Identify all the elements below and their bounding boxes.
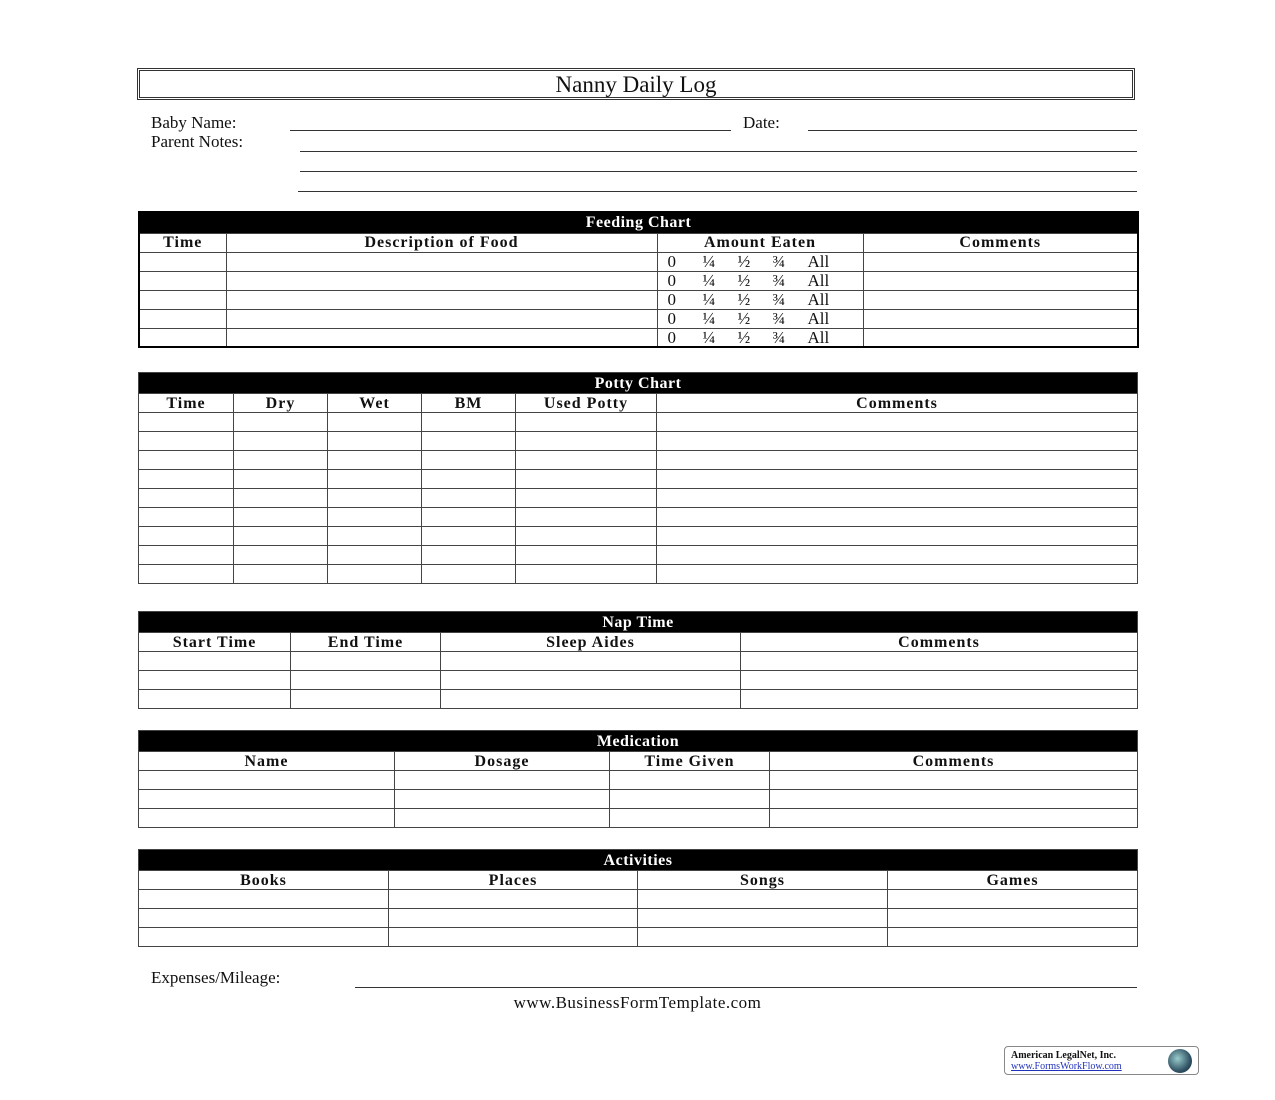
table-cell[interactable] bbox=[226, 290, 657, 309]
amount-eaten-cell[interactable] bbox=[657, 271, 863, 290]
table-cell[interactable] bbox=[234, 565, 328, 584]
table-row bbox=[139, 928, 1138, 947]
table-cell[interactable] bbox=[291, 652, 441, 671]
table-cell[interactable] bbox=[139, 508, 234, 527]
column-header: Books bbox=[139, 871, 389, 890]
column-header: Dosage bbox=[395, 752, 610, 771]
table-row bbox=[139, 652, 1138, 671]
table-cell[interactable] bbox=[441, 690, 741, 709]
table-cell[interactable] bbox=[888, 890, 1138, 909]
table-cell[interactable] bbox=[657, 565, 1138, 584]
table-cell[interactable] bbox=[328, 489, 422, 508]
column-header: Dry bbox=[234, 394, 328, 413]
table-cell[interactable] bbox=[888, 909, 1138, 928]
table-row bbox=[139, 565, 1138, 584]
amount-option[interactable]: All bbox=[807, 252, 830, 271]
table-row bbox=[139, 890, 1138, 909]
column-header: Wet bbox=[328, 394, 422, 413]
table-cell[interactable] bbox=[516, 565, 657, 584]
logo-url[interactable]: www.FormsWorkFlow.com bbox=[1011, 1061, 1122, 1072]
table-cell[interactable] bbox=[389, 890, 638, 909]
table-cell[interactable] bbox=[226, 309, 657, 328]
table-row bbox=[139, 252, 1138, 271]
table-cell[interactable] bbox=[610, 771, 770, 790]
table-cell[interactable] bbox=[139, 690, 291, 709]
date-label: Date: bbox=[743, 113, 780, 132]
amount-eaten-cell[interactable] bbox=[657, 252, 863, 271]
table-cell[interactable] bbox=[234, 546, 328, 565]
table-cell[interactable] bbox=[863, 290, 1138, 309]
table-cell[interactable] bbox=[139, 771, 395, 790]
table-row bbox=[139, 527, 1138, 546]
table-cell[interactable] bbox=[516, 489, 657, 508]
table-cell[interactable] bbox=[139, 809, 395, 828]
table-cell[interactable] bbox=[139, 309, 226, 328]
amount-option[interactable]: ½ bbox=[737, 252, 751, 271]
medication-table bbox=[138, 730, 1138, 828]
table-cell[interactable] bbox=[516, 451, 657, 470]
amount-eaten-cell[interactable] bbox=[657, 309, 863, 328]
table-cell[interactable] bbox=[234, 527, 328, 546]
baby-name-field[interactable] bbox=[290, 130, 731, 131]
table-cell[interactable] bbox=[234, 489, 328, 508]
table-cell[interactable] bbox=[741, 652, 1138, 671]
table-cell[interactable] bbox=[389, 909, 638, 928]
amount-option[interactable]: ¾ bbox=[772, 309, 786, 328]
amount-option[interactable]: All bbox=[807, 309, 830, 328]
table-cell[interactable] bbox=[516, 432, 657, 451]
medication-title: Medication bbox=[139, 731, 1138, 752]
amount-option[interactable]: All bbox=[807, 271, 830, 290]
table-cell[interactable] bbox=[139, 790, 395, 809]
expenses-field[interactable] bbox=[355, 987, 1137, 988]
column-header: Comments bbox=[770, 752, 1138, 771]
amount-option[interactable]: ½ bbox=[737, 271, 751, 290]
table-cell[interactable] bbox=[328, 508, 422, 527]
table-cell[interactable] bbox=[226, 328, 657, 347]
amount-option[interactable]: All bbox=[807, 327, 830, 347]
footer-url: www.BusinessFormTemplate.com bbox=[513, 993, 762, 1012]
table-cell[interactable] bbox=[770, 771, 1138, 790]
table-cell[interactable] bbox=[328, 546, 422, 565]
amount-option[interactable]: ¼ bbox=[702, 271, 716, 290]
column-header: Time bbox=[139, 394, 234, 413]
table-cell[interactable] bbox=[610, 809, 770, 828]
column-header: Songs bbox=[638, 871, 888, 890]
table-cell[interactable] bbox=[863, 328, 1138, 347]
table-row bbox=[139, 809, 1138, 828]
amount-eaten-cell[interactable] bbox=[657, 290, 863, 309]
amount-eaten-cell[interactable] bbox=[657, 328, 863, 347]
table-cell[interactable] bbox=[139, 890, 389, 909]
publisher-logo[interactable] bbox=[1004, 1046, 1199, 1075]
amount-option[interactable]: ½ bbox=[737, 290, 751, 309]
table-row bbox=[139, 508, 1138, 527]
column-header: Description of Food bbox=[226, 233, 657, 252]
logo-name: American LegalNet, Inc. bbox=[1011, 1050, 1116, 1061]
column-header: Comments bbox=[657, 394, 1138, 413]
table-cell[interactable] bbox=[389, 928, 638, 947]
table-cell[interactable] bbox=[139, 928, 389, 947]
amount-option[interactable]: ¼ bbox=[702, 309, 716, 328]
table-cell[interactable] bbox=[291, 671, 441, 690]
parent-notes-line-3[interactable] bbox=[298, 191, 1137, 192]
table-cell[interactable] bbox=[139, 413, 234, 432]
nap-title: Nap Time bbox=[139, 612, 1138, 633]
table-row bbox=[139, 470, 1138, 489]
table-cell[interactable] bbox=[139, 470, 234, 489]
table-row bbox=[139, 909, 1138, 928]
table-cell[interactable] bbox=[657, 470, 1138, 489]
column-header: Used Potty bbox=[516, 394, 657, 413]
table-cell[interactable] bbox=[770, 790, 1138, 809]
table-cell[interactable] bbox=[328, 432, 422, 451]
table-row bbox=[139, 290, 1138, 309]
table-cell[interactable] bbox=[395, 790, 610, 809]
amount-option[interactable]: 0 bbox=[667, 252, 676, 271]
table-cell[interactable] bbox=[139, 489, 234, 508]
table-row bbox=[139, 489, 1138, 508]
page-title: Nanny Daily Log bbox=[137, 68, 1135, 100]
table-row bbox=[139, 790, 1138, 809]
table-cell[interactable] bbox=[638, 909, 888, 928]
table-cell[interactable] bbox=[657, 432, 1138, 451]
amount-option[interactable]: 0 bbox=[667, 271, 676, 290]
table-cell[interactable] bbox=[234, 451, 328, 470]
table-cell[interactable] bbox=[328, 527, 422, 546]
table-row bbox=[139, 328, 1138, 347]
parent-notes-line-2[interactable] bbox=[300, 171, 1137, 172]
nap-table bbox=[138, 611, 1138, 709]
table-cell[interactable] bbox=[610, 790, 770, 809]
table-cell[interactable] bbox=[638, 890, 888, 909]
table-cell[interactable] bbox=[422, 413, 516, 432]
table-cell[interactable] bbox=[516, 527, 657, 546]
potty-table bbox=[138, 372, 1138, 584]
table-cell[interactable] bbox=[441, 652, 741, 671]
table-cell[interactable] bbox=[139, 546, 234, 565]
amount-option[interactable]: ¼ bbox=[702, 290, 716, 309]
amount-option[interactable]: ½ bbox=[737, 309, 751, 328]
table-cell[interactable] bbox=[657, 546, 1138, 565]
amount-option[interactable]: All bbox=[807, 290, 830, 309]
table-cell[interactable] bbox=[139, 451, 234, 470]
baby-name-label: Baby Name: bbox=[151, 113, 237, 132]
table-cell[interactable] bbox=[139, 565, 234, 584]
table-row bbox=[139, 671, 1138, 690]
table-row bbox=[139, 432, 1138, 451]
table-cell[interactable] bbox=[139, 252, 226, 271]
column-header: Games bbox=[888, 871, 1138, 890]
table-cell[interactable] bbox=[863, 309, 1138, 328]
globe-icon bbox=[1168, 1049, 1192, 1073]
table-cell[interactable] bbox=[516, 546, 657, 565]
table-cell[interactable] bbox=[139, 328, 226, 347]
table-cell[interactable] bbox=[657, 527, 1138, 546]
activities-title: Activities bbox=[139, 850, 1138, 871]
table-cell[interactable] bbox=[226, 252, 657, 271]
table-cell[interactable] bbox=[422, 470, 516, 489]
table-row bbox=[139, 690, 1138, 709]
parent-notes-line-1[interactable] bbox=[300, 151, 1137, 152]
table-cell[interactable] bbox=[139, 671, 291, 690]
column-header: Time Given bbox=[610, 752, 770, 771]
amount-option[interactable]: ¼ bbox=[702, 327, 716, 347]
activities-table bbox=[138, 849, 1138, 947]
amount-option[interactable]: ¼ bbox=[702, 252, 716, 271]
table-cell[interactable] bbox=[516, 413, 657, 432]
table-cell[interactable] bbox=[422, 546, 516, 565]
table-cell[interactable] bbox=[741, 671, 1138, 690]
table-cell[interactable] bbox=[328, 413, 422, 432]
amount-option[interactable]: ¾ bbox=[772, 271, 786, 290]
feeding-title: Feeding Chart bbox=[139, 212, 1138, 233]
table-row bbox=[139, 413, 1138, 432]
table-cell[interactable] bbox=[441, 671, 741, 690]
table-cell[interactable] bbox=[139, 652, 291, 671]
table-cell[interactable] bbox=[234, 508, 328, 527]
amount-option[interactable]: ¾ bbox=[772, 252, 786, 271]
column-header: Start Time bbox=[139, 633, 291, 652]
table-cell[interactable] bbox=[328, 565, 422, 584]
feeding-table bbox=[138, 211, 1139, 348]
table-cell[interactable] bbox=[638, 928, 888, 947]
table-cell[interactable] bbox=[395, 771, 610, 790]
table-cell[interactable] bbox=[422, 508, 516, 527]
table-cell[interactable] bbox=[863, 252, 1138, 271]
amount-option[interactable]: 0 bbox=[667, 290, 676, 309]
table-cell[interactable] bbox=[139, 909, 389, 928]
table-cell[interactable] bbox=[657, 508, 1138, 527]
table-cell[interactable] bbox=[888, 928, 1138, 947]
table-row bbox=[139, 271, 1138, 290]
table-cell[interactable] bbox=[422, 565, 516, 584]
table-row bbox=[139, 546, 1138, 565]
table-cell[interactable] bbox=[422, 489, 516, 508]
amount-option[interactable]: 0 bbox=[667, 327, 676, 347]
amount-option[interactable]: ½ bbox=[737, 327, 751, 347]
column-header: BM bbox=[422, 394, 516, 413]
table-cell[interactable] bbox=[422, 432, 516, 451]
table-cell[interactable] bbox=[139, 271, 226, 290]
table-cell[interactable] bbox=[657, 451, 1138, 470]
table-cell[interactable] bbox=[234, 432, 328, 451]
column-header: Comments bbox=[863, 233, 1138, 252]
table-cell[interactable] bbox=[139, 432, 234, 451]
table-cell[interactable] bbox=[516, 470, 657, 489]
column-header: Name bbox=[139, 752, 395, 771]
potty-title: Potty Chart bbox=[139, 373, 1138, 394]
column-header: Amount Eaten bbox=[657, 233, 863, 252]
column-header: Comments bbox=[741, 633, 1138, 652]
expenses-label: Expenses/Mileage: bbox=[151, 968, 281, 987]
table-cell[interactable] bbox=[422, 527, 516, 546]
table-cell[interactable] bbox=[657, 489, 1138, 508]
table-cell[interactable] bbox=[741, 690, 1138, 709]
table-row bbox=[139, 309, 1138, 328]
amount-option[interactable]: ¾ bbox=[772, 327, 786, 347]
table-cell[interactable] bbox=[139, 290, 226, 309]
column-header: Places bbox=[389, 871, 638, 890]
table-row bbox=[139, 451, 1138, 470]
date-field[interactable] bbox=[808, 130, 1137, 131]
table-cell[interactable] bbox=[328, 470, 422, 489]
table-cell[interactable] bbox=[863, 271, 1138, 290]
parent-notes-label: Parent Notes: bbox=[151, 132, 244, 151]
table-cell[interactable] bbox=[770, 809, 1138, 828]
table-cell[interactable] bbox=[328, 451, 422, 470]
column-header: Sleep Aides bbox=[441, 633, 741, 652]
table-cell[interactable] bbox=[234, 470, 328, 489]
table-cell[interactable] bbox=[139, 527, 234, 546]
table-cell[interactable] bbox=[226, 271, 657, 290]
amount-option[interactable]: ¾ bbox=[772, 290, 786, 309]
table-cell[interactable] bbox=[234, 413, 328, 432]
table-row bbox=[139, 771, 1138, 790]
table-cell[interactable] bbox=[395, 809, 610, 828]
column-header: Time bbox=[139, 233, 226, 252]
table-cell[interactable] bbox=[422, 451, 516, 470]
table-cell[interactable] bbox=[291, 690, 441, 709]
column-header: End Time bbox=[291, 633, 441, 652]
table-cell[interactable] bbox=[657, 413, 1138, 432]
table-cell[interactable] bbox=[516, 508, 657, 527]
amount-option[interactable]: 0 bbox=[667, 309, 676, 328]
